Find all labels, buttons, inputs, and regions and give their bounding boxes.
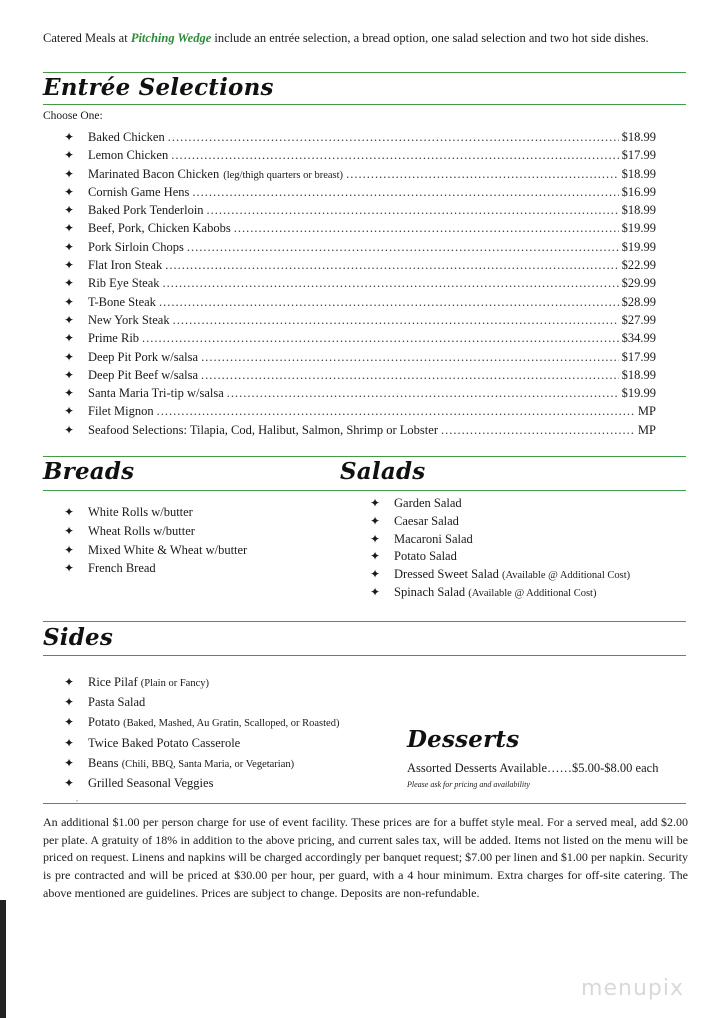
entree-price: $18.99 bbox=[621, 203, 656, 218]
entree-price: $19.99 bbox=[621, 386, 656, 401]
dot-leader bbox=[187, 240, 619, 255]
entree-item bbox=[64, 240, 656, 258]
sides-item-note: (Chili, BBQ, Santa Maria, or Vegetarian) bbox=[121, 758, 295, 770]
bullet-icon: ✦ bbox=[64, 675, 75, 689]
salads-heading: Salads bbox=[340, 458, 426, 485]
salads-item bbox=[370, 532, 630, 550]
entree-item bbox=[64, 148, 656, 166]
entree-name: Deep Pit Beef w/salsa bbox=[88, 367, 199, 382]
choose-one-label: Choose One: bbox=[43, 110, 103, 122]
dot-leader bbox=[441, 423, 635, 438]
bullet-icon: ✦ bbox=[64, 561, 75, 576]
breads-item-name: Mixed White & Wheat w/butter bbox=[88, 542, 248, 557]
bullet-icon: ✦ bbox=[64, 505, 75, 519]
bullet-icon: ✦ bbox=[64, 276, 75, 291]
salads-item bbox=[370, 567, 630, 585]
intro-prefix: Catered Meals at bbox=[43, 31, 131, 45]
salads-item-name: Garden Salad bbox=[394, 496, 462, 510]
bullet-icon: ✦ bbox=[370, 549, 381, 564]
bullet-icon: ✦ bbox=[64, 239, 75, 254]
breads-item-name: White Rolls w/butter bbox=[88, 505, 193, 519]
sides-item-name: Twice Baked Potato Casserole bbox=[88, 735, 241, 750]
dot-leader bbox=[201, 350, 619, 365]
bullet-icon: ✦ bbox=[64, 203, 75, 218]
breads-item bbox=[64, 561, 247, 580]
divider-breads-under bbox=[43, 490, 686, 491]
entree-heading: Entrée Selections bbox=[43, 74, 274, 101]
bullet-icon: ✦ bbox=[64, 422, 75, 437]
entree-item bbox=[64, 221, 656, 239]
entree-price: MP bbox=[637, 404, 656, 419]
entree-name: Marinated Bacon Chicken bbox=[88, 166, 220, 181]
bullet-icon: ✦ bbox=[64, 542, 75, 557]
entree-item bbox=[64, 276, 656, 294]
entree-name: Baked Chicken bbox=[88, 130, 165, 144]
dot-leader bbox=[157, 404, 635, 419]
entree-price: $18.99 bbox=[621, 367, 656, 382]
salads-item-note: (Available @ Additional Cost) bbox=[501, 570, 631, 582]
entree-item bbox=[64, 350, 656, 368]
bullet-icon: ✦ bbox=[64, 775, 75, 790]
divider-footer bbox=[43, 803, 686, 804]
bullet-icon: ✦ bbox=[64, 130, 75, 144]
sides-heading: Sides bbox=[43, 624, 114, 651]
entree-price: $19.99 bbox=[621, 221, 656, 236]
entree-name: Filet Mignon bbox=[88, 404, 154, 419]
entree-price: $17.99 bbox=[621, 349, 656, 364]
sides-item-name: Rice Pilaf bbox=[88, 675, 138, 689]
breads-list bbox=[64, 505, 247, 580]
entree-item bbox=[64, 185, 656, 203]
entree-item bbox=[64, 423, 656, 441]
entree-price: $19.99 bbox=[621, 239, 656, 254]
bullet-icon: ✦ bbox=[64, 523, 75, 538]
bullet-icon: ✦ bbox=[64, 735, 75, 750]
entree-price: $16.99 bbox=[621, 184, 656, 199]
bullet-icon: ✦ bbox=[64, 715, 75, 730]
entree-price: $22.99 bbox=[621, 258, 656, 273]
entree-price: $18.99 bbox=[621, 166, 656, 181]
salads-item-name: Potato Salad bbox=[394, 549, 457, 564]
entree-item bbox=[64, 368, 656, 386]
bullet-icon: ✦ bbox=[370, 513, 381, 528]
entree-item bbox=[64, 130, 656, 148]
entree-price: $17.99 bbox=[621, 148, 656, 163]
entree-list bbox=[64, 130, 656, 441]
desserts-note: Please ask for pricing and availability bbox=[407, 780, 530, 789]
entree-item bbox=[64, 295, 656, 313]
entree-name: Pork Sirloin Chops bbox=[88, 239, 184, 254]
entree-name: T-Bone Steak bbox=[88, 294, 156, 309]
salads-item bbox=[370, 549, 630, 567]
salads-item bbox=[370, 496, 630, 514]
bullet-icon: ✦ bbox=[64, 404, 75, 419]
entree-name: Santa Maria Tri-tip w/salsa bbox=[88, 386, 224, 401]
entree-name: Flat Iron Steak bbox=[88, 258, 163, 273]
bullet-icon: ✦ bbox=[64, 294, 75, 309]
bullet-icon: ✦ bbox=[64, 166, 75, 181]
divider-sides bbox=[43, 621, 686, 622]
dot-leader bbox=[165, 258, 618, 273]
watermark-logo: menupix bbox=[581, 976, 684, 1001]
entree-name: Cornish Game Hens bbox=[88, 184, 190, 199]
stray-mark: • bbox=[76, 799, 79, 805]
entree-name: Beef, Pork, Chicken Kabobs bbox=[88, 221, 231, 236]
bullet-icon: ✦ bbox=[64, 755, 75, 770]
bullet-icon: ✦ bbox=[370, 567, 381, 582]
entree-price: $29.99 bbox=[621, 276, 656, 291]
sides-list bbox=[64, 675, 339, 796]
entree-name: Prime Rib bbox=[88, 331, 140, 346]
salads-item-name: Macaroni Salad bbox=[394, 531, 473, 546]
dot-leader bbox=[227, 386, 619, 401]
salads-item-name: Caesar Salad bbox=[394, 513, 459, 528]
sides-item bbox=[64, 756, 339, 776]
bullet-icon: ✦ bbox=[370, 496, 381, 510]
sides-item-note: (Plain or Fancy) bbox=[140, 678, 210, 689]
footer-terms: An additional $1.00 per person charge for use of event facility. These prices are for a buffet style meal. For a served meal, add $2.00 per plate. A gratuity of 18% in addition to the above pricing, and current sales tax, will be added. Items not listed on the menu will be priced on request. Linens and napkins will be charged accordingly per banquet request; $7.00 per linen and $1.00 per napkin. Security is pre contracted and will be priced at $30.00 per hour, per guard, with a 4 hour minimum. Extra charges for off-site catering. The above mentioned are guidelines. Prices are subject to change. Deposits are non-refundable. bbox=[43, 815, 688, 900]
dot-leader bbox=[159, 295, 619, 310]
entree-name: Rib Eye Steak bbox=[88, 276, 160, 291]
salads-list bbox=[370, 496, 630, 603]
entree-item bbox=[64, 404, 656, 422]
entree-price: $18.99 bbox=[621, 130, 656, 144]
entree-item bbox=[64, 258, 656, 276]
sides-item bbox=[64, 736, 339, 756]
breads-item bbox=[64, 543, 247, 562]
entree-name: Baked Pork Tenderloin bbox=[88, 203, 204, 218]
dot-leader bbox=[346, 167, 619, 182]
breads-item bbox=[64, 524, 247, 543]
bullet-icon: ✦ bbox=[64, 221, 75, 236]
sides-item-name: Potato bbox=[88, 715, 120, 730]
entree-price: $28.99 bbox=[621, 294, 656, 309]
entree-item bbox=[64, 331, 656, 349]
bullet-icon: ✦ bbox=[370, 584, 381, 599]
sides-item-note: (Baked, Mashed, Au Gratin, Scalloped, or Roasted) bbox=[123, 718, 340, 730]
sides-item-name: Grilled Seasonal Veggies bbox=[88, 775, 214, 790]
bullet-icon: ✦ bbox=[64, 367, 75, 382]
breads-item bbox=[64, 505, 247, 524]
entree-name: New York Steak bbox=[88, 312, 170, 327]
intro-suffix: include an entrée selection, a bread option, one salad selection and two hot side dishes. bbox=[211, 31, 649, 45]
dot-leader bbox=[168, 130, 619, 145]
salads-item-note: (Available @ Additional Cost) bbox=[468, 587, 597, 599]
salads-item-name: Dressed Sweet Salad bbox=[394, 567, 499, 582]
sides-item-name: Pasta Salad bbox=[88, 695, 146, 710]
sides-item bbox=[64, 776, 339, 796]
sides-item bbox=[64, 695, 339, 715]
dot-leader bbox=[173, 313, 619, 328]
dot-leader bbox=[234, 221, 619, 236]
divider-entree bbox=[43, 104, 686, 105]
bullet-icon: ✦ bbox=[64, 184, 75, 199]
breads-item-name: French Bread bbox=[88, 561, 156, 576]
entree-name: Seafood Selections: Tilapia, Cod, Halibut, Salmon, Shrimp or Lobster bbox=[88, 422, 438, 437]
intro-text bbox=[43, 30, 693, 46]
bullet-icon: ✦ bbox=[64, 331, 75, 346]
dot-leader bbox=[163, 276, 619, 291]
sides-item bbox=[64, 675, 339, 695]
entree-note: (leg/thigh quarters or breast) bbox=[223, 169, 344, 181]
bullet-icon: ✦ bbox=[64, 312, 75, 327]
desserts-heading: Desserts bbox=[407, 726, 520, 753]
bullet-icon: ✦ bbox=[64, 349, 75, 364]
bullet-icon: ✦ bbox=[64, 258, 75, 273]
bullet-icon: ✦ bbox=[64, 386, 75, 401]
bullet-icon: ✦ bbox=[64, 148, 75, 163]
bullet-icon: ✦ bbox=[370, 531, 381, 546]
desserts-line: Assorted Desserts Available……$5.00-$8.00 each bbox=[407, 761, 659, 775]
divider-sides-under bbox=[43, 655, 686, 656]
dot-leader bbox=[171, 148, 618, 163]
salads-item bbox=[370, 514, 630, 532]
brand-name: Pitching Wedge bbox=[130, 31, 212, 45]
sides-item bbox=[64, 715, 339, 735]
entree-price: MP bbox=[637, 422, 656, 437]
salads-item bbox=[370, 585, 630, 603]
dot-leader bbox=[201, 368, 619, 383]
divider-top bbox=[43, 72, 686, 73]
entree-item bbox=[64, 386, 656, 404]
breads-heading: Breads bbox=[43, 458, 135, 485]
dot-leader bbox=[192, 185, 618, 200]
bullet-icon: ✦ bbox=[64, 695, 75, 710]
entree-name: Lemon Chicken bbox=[88, 148, 169, 163]
entree-item bbox=[64, 203, 656, 221]
breads-item-name: Wheat Rolls w/butter bbox=[88, 523, 195, 538]
entree-name: Deep Pit Pork w/salsa bbox=[88, 349, 199, 364]
entree-item bbox=[64, 313, 656, 331]
dot-leader bbox=[142, 331, 619, 346]
page-edge-shadow bbox=[0, 900, 6, 1018]
divider-breads bbox=[43, 456, 686, 457]
sides-item-name: Beans bbox=[88, 755, 119, 770]
entree-price: $34.99 bbox=[621, 331, 656, 346]
dot-leader bbox=[207, 203, 619, 218]
entree-price: $27.99 bbox=[621, 312, 656, 327]
salads-item-name: Spinach Salad bbox=[394, 584, 466, 599]
entree-item bbox=[64, 167, 656, 185]
